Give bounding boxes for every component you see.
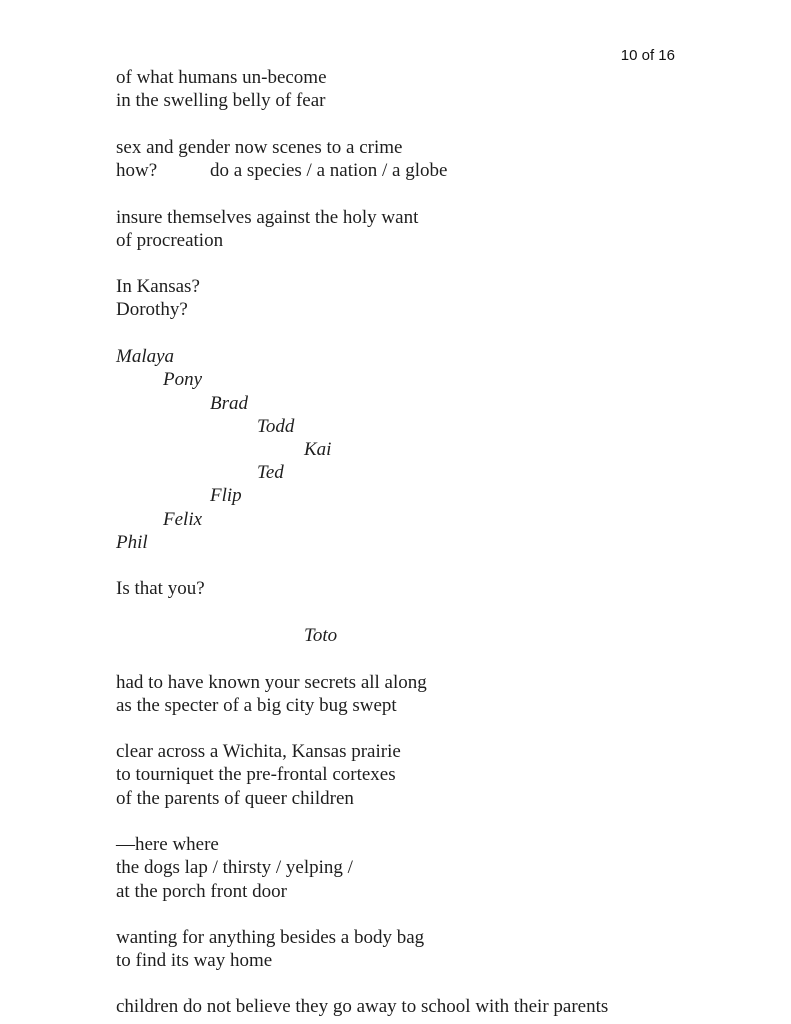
name-line: Toto xyxy=(304,625,338,646)
name-line: Malaya xyxy=(116,346,175,367)
poem-line: wanting for anything besides a body bag xyxy=(116,927,425,948)
poem-line: In Kansas? xyxy=(116,276,200,297)
poem-line: as the specter of a big city bug swept xyxy=(116,695,397,716)
poem-line: do a species / a nation / a globe xyxy=(210,160,448,181)
poem-line: of what humans un-become xyxy=(116,67,327,88)
poem-line: at the porch front door xyxy=(116,881,287,902)
poem-line: clear across a Wichita, Kansas prairie xyxy=(116,741,401,762)
poem-line: Is that you? xyxy=(116,578,205,599)
name-line: Pony xyxy=(163,369,203,390)
poem-line: sex and gender now scenes to a crime xyxy=(116,137,403,158)
name-line: Flip xyxy=(210,485,242,506)
poem-line: —here where xyxy=(116,834,219,855)
poem-line: in the swelling belly of fear xyxy=(116,90,326,111)
name-line: Brad xyxy=(210,393,248,414)
poem-line: to tourniquet the pre-frontal cortexes xyxy=(116,764,396,785)
poem-line: insure themselves against the holy want xyxy=(116,207,419,228)
name-line: Phil xyxy=(116,532,148,553)
name-line: Felix xyxy=(163,509,203,530)
poem-line: of the parents of queer children xyxy=(116,788,354,809)
poem-line: how? xyxy=(116,160,158,181)
poem-line: Dorothy? xyxy=(116,299,188,320)
name-line: Kai xyxy=(304,439,332,460)
poem-line: had to have known your secrets all along xyxy=(116,672,427,693)
poem-line: children do not believe they go away to school with their parents xyxy=(116,996,609,1017)
poem-line: the dogs lap / thirsty / yelping / xyxy=(116,857,353,878)
poem-line: of procreation xyxy=(116,230,224,251)
poem-line: to find its way home xyxy=(116,950,273,971)
page-number: 10 of 16 xyxy=(620,47,675,64)
name-line: Todd xyxy=(257,416,295,437)
name-line: Ted xyxy=(257,462,284,483)
